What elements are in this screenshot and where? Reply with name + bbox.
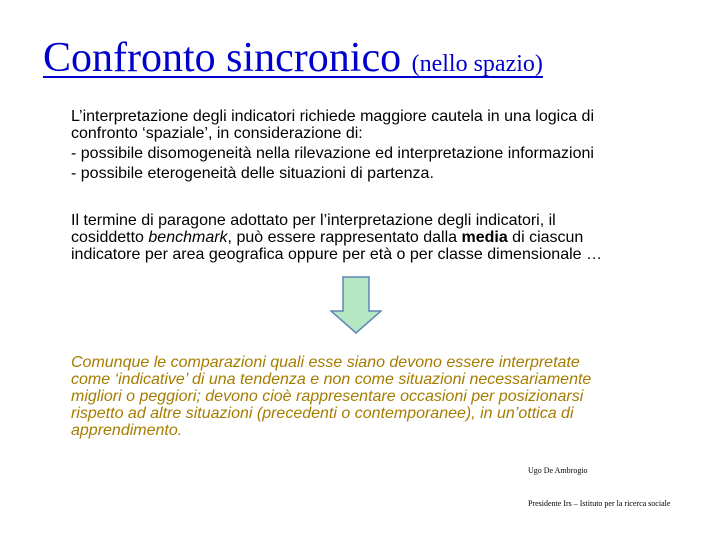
- paragraph-benchmark: [71, 212, 602, 263]
- paragraph2-line2-before: cosiddetto: [71, 229, 149, 246]
- paragraph3-line3: migliori o peggiori; devono cioè rappresentare occasioni per posizionarsi: [71, 388, 584, 405]
- paragraph3-line2: come ‘indicative’ di una tendenza e non come situazioni necessariamente: [71, 371, 592, 388]
- paragraph2-line2-after: di ciascun: [507, 229, 584, 246]
- title-subtitle: (nello spazio): [411, 51, 543, 77]
- paragraph2-line2: [71, 229, 602, 246]
- paragraph1-line2: confronto ‘spaziale’, in considerazione di:: [71, 125, 363, 142]
- author-role: Presidente Irs – Istituto per la ricerca sociale: [528, 499, 671, 508]
- author-name: Ugo De Ambrogio: [528, 466, 588, 475]
- paragraph2-line2-middle: , può essere rappresentato dalla: [227, 229, 462, 246]
- paragraph1-line1: L’interpretazione degli indicatori richiede maggiore cautela in una logica di: [71, 108, 594, 125]
- bullet-item-1: - possibile disomogeneità nella rilevazione ed interpretazione informazioni: [71, 145, 594, 162]
- bullet-item-2: - possibile eterogeneità delle situazioni di partenza.: [71, 165, 434, 182]
- paragraph-conclusion: [71, 354, 591, 439]
- paragraph2-line3: indicatore per area geografica oppure per età o per classe dimensionale …: [71, 246, 602, 263]
- slide-title: [43, 34, 543, 82]
- benchmark-term: benchmark: [148, 229, 228, 246]
- down-arrow-shape: [331, 277, 381, 333]
- paragraph2-line1: Il termine di paragone adottato per l’interpretazione degli indicatori, il: [71, 212, 556, 229]
- paragraph3-line5: apprendimento.: [71, 422, 183, 439]
- paragraph3-line1: Comunque le comparazioni quali esse siano devono essere interpretate: [71, 354, 580, 371]
- down-arrow-icon: [330, 276, 382, 334]
- paragraph-considerations: [71, 108, 594, 182]
- media-term: media: [461, 229, 508, 246]
- title-main: Confronto sincronico: [43, 35, 412, 81]
- paragraph3-line4: rispetto ad altre situazioni (precedenti o contemporanee), in un’ottica di: [71, 405, 574, 422]
